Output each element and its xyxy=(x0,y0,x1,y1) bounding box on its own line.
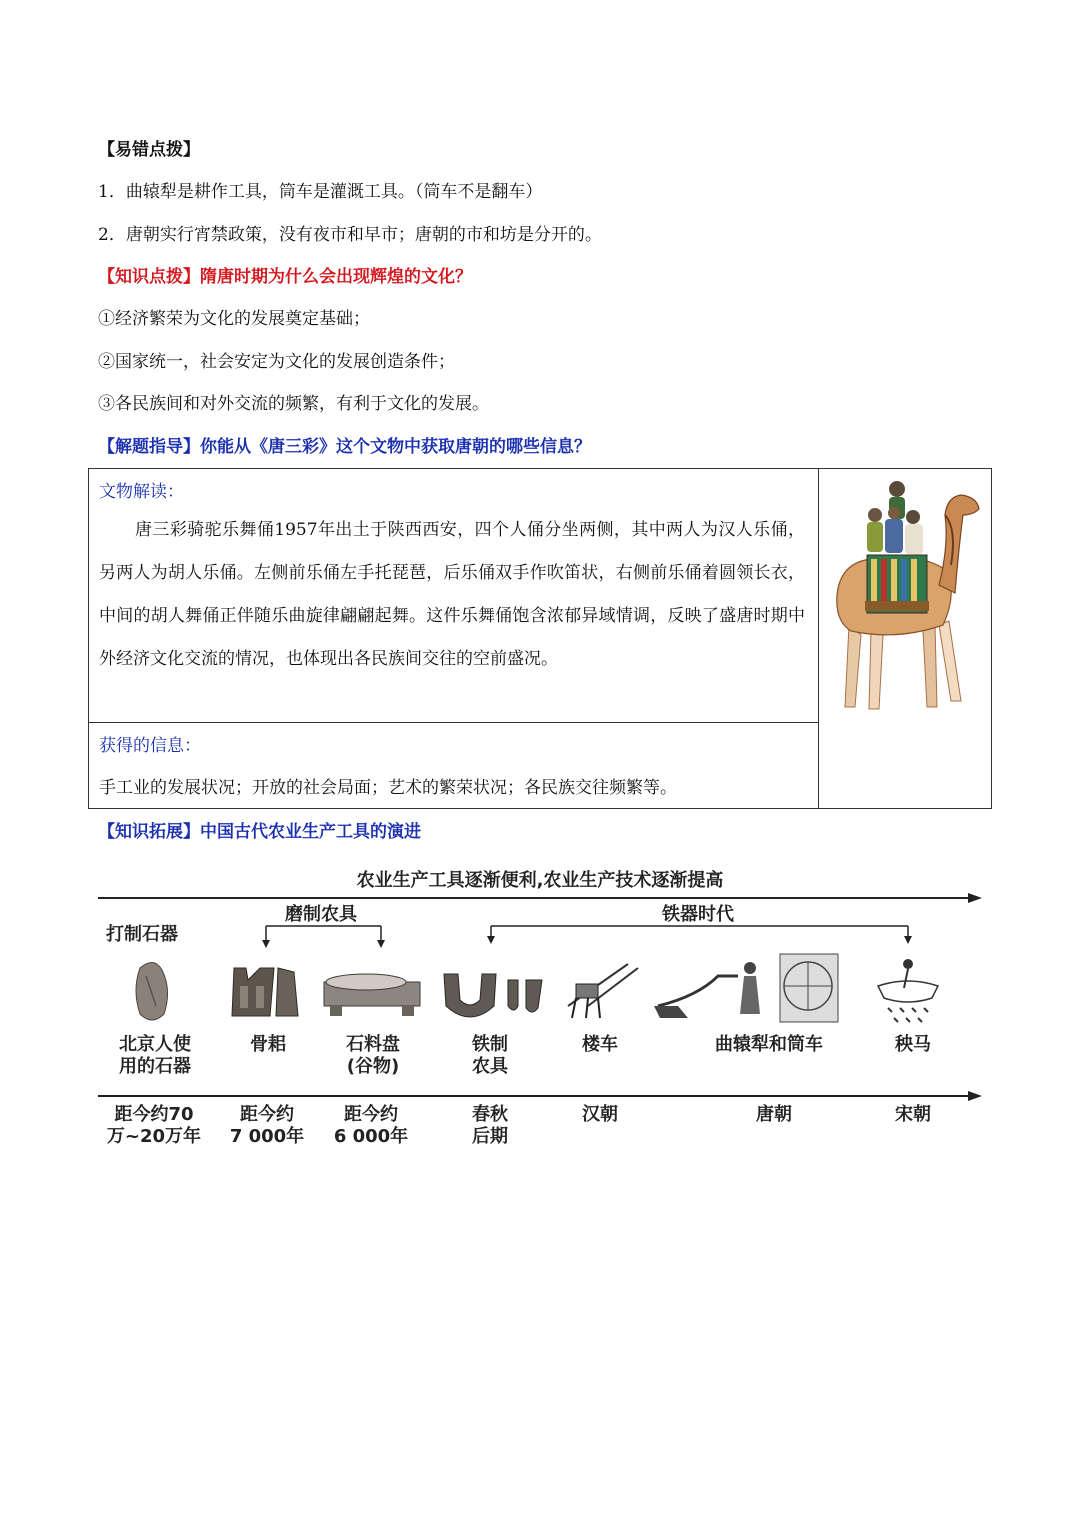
info-label: 获得的信息： xyxy=(99,736,201,756)
era-label: 唐朝 xyxy=(756,1104,792,1125)
tips-item-1: 1．曲辕犁是耕作工具，筒车是灌溉工具。（筒车不是翻车） xyxy=(98,182,543,202)
tool-name: 楼车 xyxy=(582,1034,618,1055)
era-label: 距今约 7 000年 xyxy=(229,1104,305,1147)
grinding-stone-icon xyxy=(324,974,420,1016)
era-label: 距今约 6 000年 xyxy=(333,1104,409,1147)
bone-spade-icon xyxy=(232,968,298,1016)
info-text: 手工业的发展状况；开放的社会局面；艺术的繁荣状况；各民族交往频繁等。 xyxy=(99,778,677,798)
tool-name: 曲辕犁和筒车 xyxy=(715,1034,823,1055)
group-iron-label: 铁器时代 xyxy=(662,904,734,925)
tool-name: 秧马 xyxy=(895,1034,931,1055)
rice-seedling-horse-icon xyxy=(878,959,938,1022)
guide-heading: 【解题指导】你能从《唐三彩》这个文物中获取唐朝的哪些信息？ xyxy=(98,437,591,457)
era-label: 春秋 后期 xyxy=(472,1104,508,1147)
knowledge-item-2: ②国家统一，社会安定为文化的发展创造条件； xyxy=(98,352,455,372)
artifact-table xyxy=(88,468,992,809)
interpret-text: 唐三彩骑驼乐舞俑1957年出土于陕西西安，四个人俑分坐两侧，其中两人为汉人乐俑，另两人为胡人乐俑。左侧前乐俑左手托琵琶，后乐俑双手作吹笛状，右侧前乐俑着圆领长衣，中间的胡人舞俑正伴随乐曲旋律翩翩起舞。这件乐舞俑饱含浓郁异域情调，反映了盛唐时期中外经济文化交流的情况，也体现出各民族间交往的空前盛况。 xyxy=(99,520,805,669)
interpret-label: 文物解读： xyxy=(99,482,184,502)
group-stone-label: 打制石器 xyxy=(106,924,178,945)
tool-name: 骨耜 xyxy=(250,1034,286,1055)
tool-name: 铁制 农具 xyxy=(472,1034,508,1077)
knowledge-item-1: ①经济繁荣为文化的发展奠定基础； xyxy=(98,309,370,329)
era-label: 宋朝 xyxy=(895,1104,931,1125)
tips-item-2: 2．唐朝实行宵禁政策，没有夜市和早市；唐朝的市和坊是分开的。 xyxy=(98,225,602,245)
plow-and-waterwheel-icon xyxy=(654,954,838,1022)
knowledge-item-3: ③各民族间和对外交流的频繁，有利于文化的发展。 xyxy=(98,394,489,414)
tang-sancai-camel-image xyxy=(827,475,987,715)
seed-drill-icon xyxy=(568,964,638,1018)
tool-name: 北京人使 用的石器 xyxy=(119,1034,191,1077)
tool-evolution-figure xyxy=(98,856,982,1166)
stone-tool-icon xyxy=(136,962,168,1020)
knowledge-heading: 【知识点拨】隋唐时期为什么会出现辉煌的文化？ xyxy=(98,267,472,287)
era-label: 距今约70 万~20万年 xyxy=(106,1104,202,1147)
group-grind-label: 磨制农具 xyxy=(285,904,357,925)
top-arrow-label: 农业生产工具逐渐便利,农业生产技术逐渐提高 xyxy=(356,870,724,891)
tips-heading: 【易错点拨】 xyxy=(98,140,200,160)
tool-name: 石料盘 (谷物) xyxy=(346,1034,400,1077)
iron-tools-icon xyxy=(444,974,542,1017)
expand-heading: 【知识拓展】中国古代农业生产工具的演进 xyxy=(98,822,421,842)
era-label: 汉朝 xyxy=(582,1104,618,1125)
